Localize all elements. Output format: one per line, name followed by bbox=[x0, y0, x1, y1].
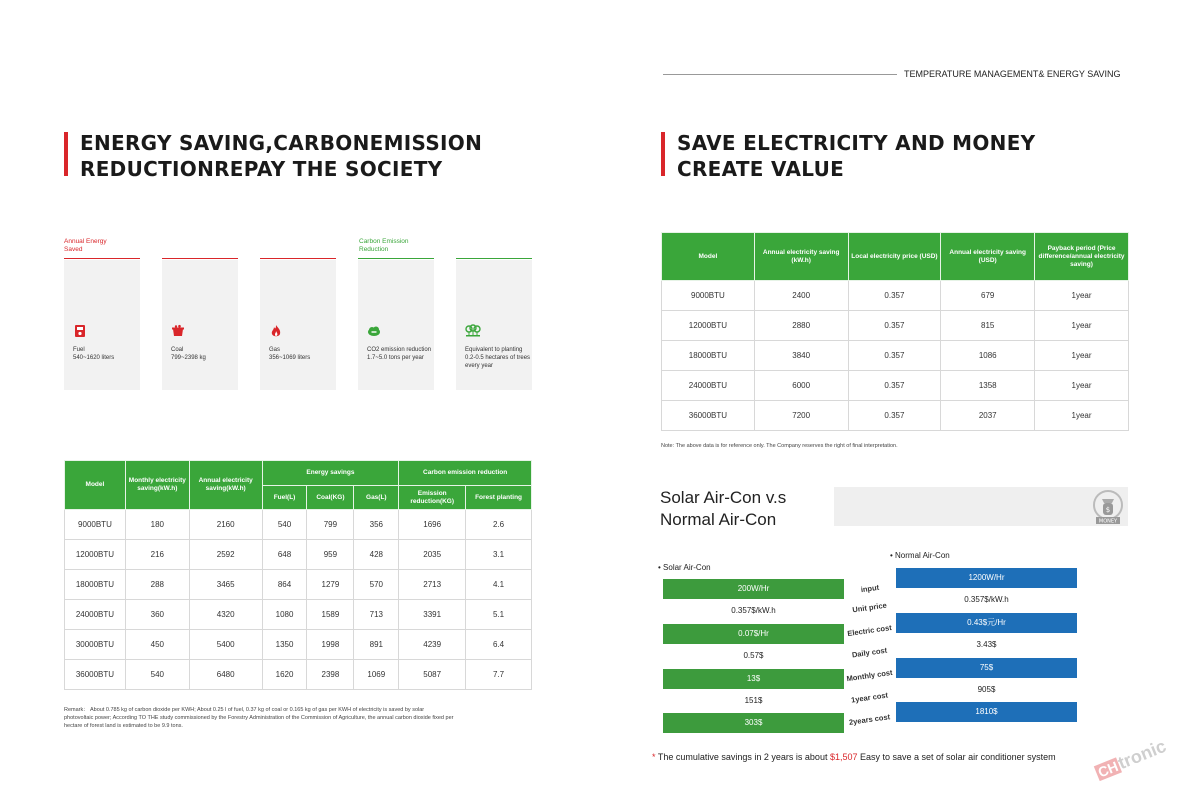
col-group-carbon: Carbon emission reduction bbox=[399, 461, 532, 486]
table-cell: 1year bbox=[1035, 371, 1129, 401]
table-cell: 2160 bbox=[189, 510, 262, 540]
table-cell: 1year bbox=[1035, 401, 1129, 431]
table-cell: 216 bbox=[125, 540, 189, 570]
table-cell: 428 bbox=[354, 540, 399, 570]
col-forest: Forest planting bbox=[466, 486, 532, 510]
table-cell: 1350 bbox=[262, 630, 307, 660]
table-row bbox=[65, 600, 532, 630]
card-coal bbox=[162, 260, 238, 390]
table-cell: 799 bbox=[307, 510, 354, 540]
table-cell: 540 bbox=[125, 660, 189, 690]
table-cell: 959 bbox=[307, 540, 354, 570]
table-cell: 356 bbox=[354, 510, 399, 540]
solar-value: 200W/Hr bbox=[663, 579, 844, 599]
col-model: Model bbox=[65, 461, 126, 510]
table-cell: 1year bbox=[1035, 281, 1129, 311]
table-cell: 180 bbox=[125, 510, 189, 540]
co2-cloud-icon bbox=[367, 324, 381, 338]
table-row bbox=[662, 341, 1129, 371]
table-row bbox=[662, 371, 1129, 401]
payback-table bbox=[661, 232, 1129, 431]
group-label-carbon: Carbon Emission Reduction bbox=[359, 238, 409, 253]
col-annual-kwh: Annual electricity saving (kW.h) bbox=[754, 233, 848, 281]
table-cell: 360 bbox=[125, 600, 189, 630]
card-rule bbox=[162, 258, 238, 259]
table-cell: 570 bbox=[354, 570, 399, 600]
table-cell: 4.1 bbox=[466, 570, 532, 600]
card-trees bbox=[456, 260, 532, 390]
table-cell: 1080 bbox=[262, 600, 307, 630]
normal-label: • Normal Air-Con bbox=[890, 551, 950, 560]
card-text: Fuel 540~1620 liters bbox=[73, 347, 115, 361]
right-title: SAVE ELECTRICITY AND MONEY CREATE VALUE bbox=[677, 130, 1035, 182]
compare-row-label: Daily cost bbox=[851, 645, 888, 660]
table-cell: 18000BTU bbox=[662, 341, 755, 371]
col-price: Local electricity price (USD) bbox=[848, 233, 941, 281]
table-cell: 1069 bbox=[354, 660, 399, 690]
asterisk-icon: * bbox=[652, 752, 656, 762]
table-row bbox=[662, 311, 1129, 341]
table-cell: 4320 bbox=[189, 600, 262, 630]
table-cell: 1279 bbox=[307, 570, 354, 600]
table-cell: 1998 bbox=[307, 630, 354, 660]
table-cell: 1620 bbox=[262, 660, 307, 690]
table-row bbox=[65, 630, 532, 660]
card-rule bbox=[64, 258, 140, 259]
table-cell: 2035 bbox=[399, 540, 466, 570]
solar-value: 0.57$ bbox=[743, 651, 764, 660]
table-cell: 1086 bbox=[941, 341, 1035, 371]
compare-row-label: Electric cost bbox=[846, 622, 893, 639]
table-cell: 5087 bbox=[399, 660, 466, 690]
card-text: Equivalent to planting 0.2-0.5 hectares of trees every year bbox=[465, 347, 531, 369]
table-cell: 1year bbox=[1035, 311, 1129, 341]
solar-value: 0.357$/kW.h bbox=[731, 606, 776, 615]
table-cell: 5400 bbox=[189, 630, 262, 660]
card-rule bbox=[358, 258, 434, 259]
gas-flame-icon bbox=[269, 324, 283, 338]
table-cell: 12000BTU bbox=[662, 311, 755, 341]
col-fuel: Fuel(L) bbox=[262, 486, 307, 510]
card-rule bbox=[260, 258, 336, 259]
table-cell: 36000BTU bbox=[662, 401, 755, 431]
table-row bbox=[662, 401, 1129, 431]
table-cell: 24000BTU bbox=[65, 600, 126, 630]
table-cell: 3391 bbox=[399, 600, 466, 630]
table-cell: 7200 bbox=[754, 401, 848, 431]
table-cell: 2880 bbox=[754, 311, 848, 341]
svg-text:MONEY: MONEY bbox=[1098, 518, 1118, 525]
svg-text:$: $ bbox=[1105, 506, 1111, 514]
table-cell: 0.357 bbox=[848, 401, 941, 431]
energy-savings-table bbox=[64, 460, 532, 690]
summary-line: * The cumulative savings in 2 years is about $1,507 Easy to save a set of solar air conditioner system bbox=[652, 752, 1056, 762]
table-row bbox=[65, 510, 532, 540]
table-cell: 3840 bbox=[754, 341, 848, 371]
table-cell: 0.357 bbox=[848, 341, 941, 371]
table-cell: 18000BTU bbox=[65, 570, 126, 600]
compare-title: Solar Air-Con v.s Normal Air-Con bbox=[660, 488, 787, 529]
solar-value: 0.07$/Hr bbox=[663, 624, 844, 644]
card-fuel bbox=[64, 260, 140, 390]
card-text: Coal 799~2398 kg bbox=[171, 347, 206, 361]
title-accent-bar bbox=[661, 132, 665, 176]
table-cell: 0.357 bbox=[848, 281, 941, 311]
table-row bbox=[65, 570, 532, 600]
table-cell: 1358 bbox=[941, 371, 1035, 401]
table-cell: 648 bbox=[262, 540, 307, 570]
card-rule bbox=[456, 258, 532, 259]
table-cell: 6.4 bbox=[466, 630, 532, 660]
table-cell: 1589 bbox=[307, 600, 354, 630]
table-row bbox=[662, 281, 1129, 311]
solar-value: 151$ bbox=[744, 696, 763, 705]
table-cell: 9000BTU bbox=[662, 281, 755, 311]
table-cell: 891 bbox=[354, 630, 399, 660]
normal-value: 905$ bbox=[977, 685, 996, 694]
table-cell: 2400 bbox=[754, 281, 848, 311]
table-cell: 6480 bbox=[189, 660, 262, 690]
table-cell: 24000BTU bbox=[662, 371, 755, 401]
card-text: CO2 emission reduction 1.7~5.0 tons per year bbox=[367, 347, 432, 361]
table-cell: 450 bbox=[125, 630, 189, 660]
normal-value: 1200W/Hr bbox=[896, 568, 1077, 588]
solar-label: • Solar Air-Con bbox=[658, 563, 711, 572]
col-annual: Annual electricity saving(kW.h) bbox=[189, 461, 262, 510]
table-cell: 3.1 bbox=[466, 540, 532, 570]
normal-value: 0.43$元/Hr bbox=[896, 613, 1077, 633]
col-gas: Gas(L) bbox=[354, 486, 399, 510]
card-gas bbox=[260, 260, 336, 390]
table-cell: 2398 bbox=[307, 660, 354, 690]
col-group-energy: Energy savings bbox=[262, 461, 399, 486]
table-cell: 0.357 bbox=[848, 311, 941, 341]
table-cell: 9000BTU bbox=[65, 510, 126, 540]
table-cell: 713 bbox=[354, 600, 399, 630]
table-cell: 288 bbox=[125, 570, 189, 600]
brand-watermark: CHtronic bbox=[1095, 735, 1169, 781]
fuel-icon bbox=[73, 324, 87, 338]
table-cell: 815 bbox=[941, 311, 1035, 341]
card-text: Gas 356~1069 liters bbox=[269, 347, 311, 361]
col-annual-usd: Annual electricity saving (USD) bbox=[941, 233, 1035, 281]
table-cell: 36000BTU bbox=[65, 660, 126, 690]
table-cell: 0.357 bbox=[848, 371, 941, 401]
money-bag-icon bbox=[1092, 489, 1124, 525]
table-cell: 6000 bbox=[754, 371, 848, 401]
table-cell: 5.1 bbox=[466, 600, 532, 630]
note-text: Note: The above data is for reference only. The Company reserves the right of final interpretation. bbox=[661, 443, 898, 449]
col-coal: Coal(KG) bbox=[307, 486, 354, 510]
compare-row-label: Unit price bbox=[851, 600, 888, 615]
left-title: ENERGY SAVING,CARBONEMISSION REDUCTIONREPAY THE SOCIETY bbox=[80, 130, 482, 182]
compare-row-label: input bbox=[860, 582, 880, 595]
table-cell: 2592 bbox=[189, 540, 262, 570]
section-title: TEMPERATURE MANAGEMENT& ENERGY SAVING bbox=[904, 69, 1121, 79]
table-cell: 2713 bbox=[399, 570, 466, 600]
remark-text: Remark： About 0.785 kg of carbon dioxide per KWH; About 0.25 l of fuel, 0.37 kg of coal or 0.165 kg of gas per KWH of electricity is saved by solar photovoltaic power; According TO THE study commissioned by the Forestry Administration of the Commission of Agriculture, the annual carbon dioxide fixed per hectare of forest land is estimated to be 9.9 tons. bbox=[64, 707, 454, 729]
col-model: Model bbox=[662, 233, 755, 281]
table-cell: 1year bbox=[1035, 341, 1129, 371]
table-cell: 679 bbox=[941, 281, 1035, 311]
compare-row-label: 1year cost bbox=[850, 690, 889, 705]
solar-value: 303$ bbox=[663, 713, 844, 733]
title-accent-bar bbox=[64, 132, 68, 176]
table-cell: 12000BTU bbox=[65, 540, 126, 570]
header-rule bbox=[663, 74, 897, 75]
table-cell: 540 bbox=[262, 510, 307, 540]
col-emission: Emission reduction(KG) bbox=[399, 486, 466, 510]
col-monthly: Monthly electricity saving(kW.h) bbox=[125, 461, 189, 510]
compare-row-label: 2years cost bbox=[848, 712, 891, 727]
table-cell: 3465 bbox=[189, 570, 262, 600]
table-cell: 2037 bbox=[941, 401, 1035, 431]
card-co2 bbox=[358, 260, 434, 390]
table-row bbox=[65, 660, 532, 690]
table-cell: 864 bbox=[262, 570, 307, 600]
summary-amount: $1,507 bbox=[829, 752, 858, 762]
normal-value: 75$ bbox=[896, 658, 1077, 678]
normal-value: 3.43$ bbox=[976, 640, 997, 649]
solar-value: 13$ bbox=[663, 669, 844, 689]
trees-icon bbox=[465, 324, 481, 338]
normal-value: 1810$ bbox=[896, 702, 1077, 722]
table-cell: 7.7 bbox=[466, 660, 532, 690]
compare-row-label: Monthly cost bbox=[845, 667, 894, 684]
table-row bbox=[65, 540, 532, 570]
table-cell: 2.6 bbox=[466, 510, 532, 540]
watermark-logo-icon: CH bbox=[1095, 758, 1121, 781]
table-cell: 30000BTU bbox=[65, 630, 126, 660]
compare-banner bbox=[834, 487, 1128, 526]
table-cell: 4239 bbox=[399, 630, 466, 660]
normal-value: 0.357$/kW.h bbox=[964, 595, 1009, 604]
group-label-energy: Annual Energy Saved bbox=[64, 238, 107, 253]
coal-icon bbox=[171, 324, 185, 338]
col-payback: Payback period (Price difference/annual electricity saving) bbox=[1035, 233, 1129, 281]
table-cell: 1696 bbox=[399, 510, 466, 540]
